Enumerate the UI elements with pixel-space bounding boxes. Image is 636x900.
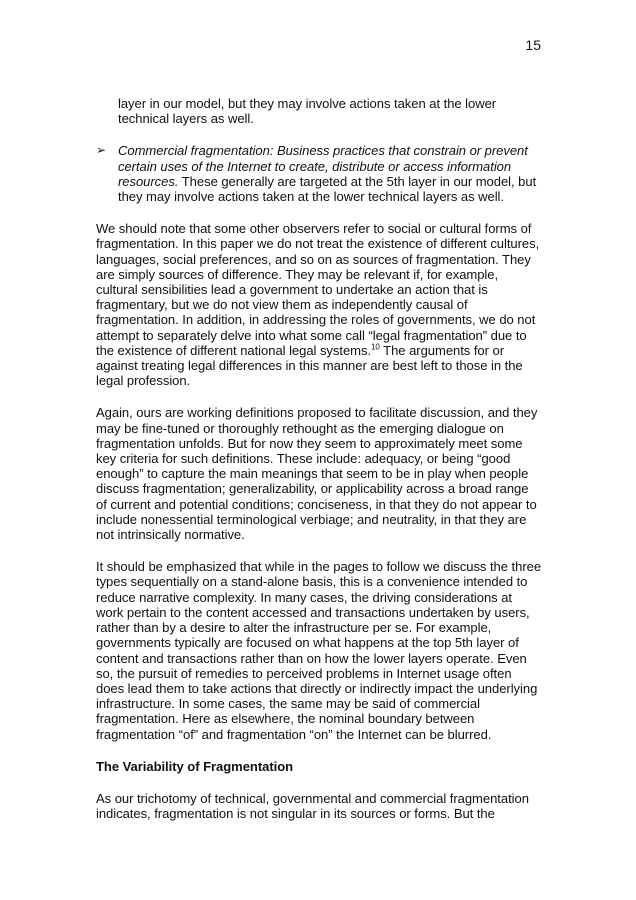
bullet-text: These generally are targeted at the 5th layer in our model, but they may involve actions taken at the lower technical layers as well. [118,173,537,205]
section-heading: The Variability of Fragmentation [96,758,294,774]
arrow-bullet-icon: ➢ [96,143,107,158]
bullet-paragraph [118,143,542,204]
page-number: 15 [525,37,541,53]
paragraph-social-cultural [96,221,542,388]
paragraph-working-definitions: Again, ours are working definitions proposed to facilitate discussion, and they may be fine-tuned or thoroughly rethought as the emerging dialogue on fragmentation unfolds. But for now they seem to approximately meet some key criteria for such definitions. These include: adequacy, or being “good enough” to capture the main meanings that seem to be in play when people discuss fragmentation; generalizability, or applicability across a broad range of current and potential conditions; conciseness, in that they do not appear to include nonessential terminological verbiage; and neutrality, in that they are not intrinsically normative. [96,405,538,543]
continuation-paragraph: layer in our model, but they may involve actions taken at the lower technical layers as well. [118,96,497,127]
paragraph-three-types: It should be emphasized that while in the pages to follow we discuss the three types sequentially on a stand-alone basis, this is a convenience intended to reduce narrative complexity. In many cases, the driving considerations at work pertain to the content accessed and transactions undertaken by users, rather than by a desire to alter the infrastructure per se. For example, governments typically are focused on what happens at the top 5th layer of content and transactions rather than on how the lower layers operate. Even so, the pursuit of remedies to perceived problems in Internet usage often does lead them to take actions that directly or indirectly impact the underlying infrastructure. In some cases, the same may be said of commercial fragmentation. Here as elsewhere, the nominal boundary between fragmentation “of” and fragmentation “on” the Internet can be blurred. [96,559,542,742]
paragraph-text: We should note that some other observers refer to social or cultural forms of fragmentation. In this paper we do not treat the existence of different cultures, languages, social preferences, and so on as sources of fragmentation. They are simply sources of difference. They may be relevant if, for example, cultural sensibilities lead a government to undertake an action that is fragmentary, but we do not view them as independently causal of fragmentation. In addition, in addressing the roles of governments, we do not attempt to separately delve into what some call “legal fragmentation” due to the existence of different national legal systems. [96,221,540,358]
bullet-term: Commercial fragmentation: Business practices that constrain or prevent certain uses of the Internet to create, distribute or access information resources. [118,143,528,189]
paragraph-trichotomy: As our trichotomy of technical, governmental and commercial fragmentation indicates, fragmentation is not singular in its sources or forms. But the [96,790,529,822]
bullet-commercial-fragmentation [96,143,542,204]
paragraph-text-continued: The arguments for or against treating legal differences in this manner are best left to those in the legal profession. [96,342,523,389]
document-body [96,96,542,838]
footnote-marker: 10 [371,342,380,352]
